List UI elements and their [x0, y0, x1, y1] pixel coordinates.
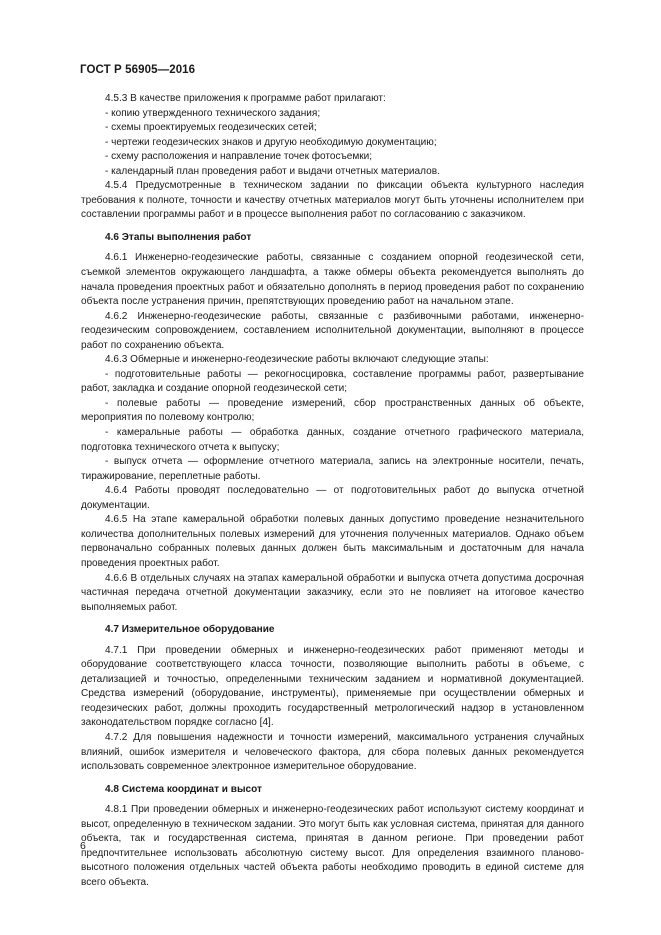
- list-item: - полевые работы — проведение измерений, сбор пространственных данных об объекте, мероприятия по полевому контролю;: [81, 397, 584, 424]
- paragraph-4-5-3-intro: 4.5.3 В качестве приложения к программе работ прилагают:: [105, 93, 386, 104]
- list-item: - схемы проектируемых геодезических сетей;: [105, 122, 317, 134]
- list-item: - выпуск отчета — оформление отчетного материала, запись на электронные носители, печать, тиражирование, переплетные работы.: [81, 456, 584, 482]
- page-number: 6: [80, 840, 86, 852]
- list-item: - календарный план проведения работ и выдачи отчетных материалов.: [105, 165, 440, 177]
- document-number: ГОСТ Р 56905—2016: [80, 64, 196, 76]
- list-item: - чертежи геодезических знаков и другую необходимую документацию;: [105, 136, 437, 148]
- list-item: - камеральные работы — обработка данных, создание отчетного графического материала, подготовка технического отчета к выпуску;: [81, 427, 584, 453]
- paragraph-4-6-3: 4.6.3 Обмерные и инженерно-геодезические работы включают следующие этапы:: [105, 354, 489, 366]
- paragraph-4-7-1: 4.7.1 При проведении обмерных и инженерно-геодезических работ применяют методы и оборудование соответствующего класса точности, позволяющие выполнить работы в объеме, с детализацией и точностью, определенными техническим заданием и нормативной документацией. Средства измерений (оборудование, инструменты), применяемые при осуществлении обмерных и геодезических работ, должны проходить государственный метрологический надзор в установленном законодательством порядке согласно [4].: [81, 644, 584, 729]
- section-heading-4-8: 4.8 Система координат и высот: [105, 783, 262, 795]
- section-heading-4-6: 4.6 Этапы выполнения работ: [105, 231, 252, 243]
- page-body: [81, 92, 584, 890]
- list-item: - схему расположения и направление точек фотосъемки;: [105, 151, 373, 163]
- list-item: - подготовительные работы — рекогносцировка, составление программы работ, развертывание работ, закладка и создание опорной геодезической сети;: [81, 368, 584, 395]
- paragraph-4-6-6: 4.6.6 В отдельных случаях на этапах камеральной обработки и выпуска отчета допустима досрочная частичная передача отчетной документации заказчику, если это не повлияет на итоговое качество выполняемых работ.: [81, 572, 584, 613]
- paragraph-4-6-5: 4.6.5 На этапе камеральной обработки полевых данных допустимо проведение незначительного количества дополнительных полевых измерений для уточнения полученных материалов. Однако объем первоначально собранных полевых данных должен быть максимальным и достаточным для начала проведения проектных работ.: [81, 514, 584, 569]
- paragraph-4-5-4: 4.5.4 Предусмотренные в техническом задании по фиксации объекта культурного наследия требования к полноте, точности и качеству отчетных материалов могут быть уточнены исполнителем при составлении программы работ и в процессе выполнения работ по согласованию с заказчиком.: [81, 180, 584, 221]
- list-item: - копию утвержденного технического задания;: [105, 107, 321, 119]
- section-heading-4-7: 4.7 Измерительное оборудование: [105, 624, 275, 636]
- paragraph-4-6-1: 4.6.1 Инженерно-геодезические работы, связанные с созданием опорной геодезической сети, съемкой элементов окружающего ландшафта, а также обмеры объекта рекомендуется выполнять до начала проведения проектных работ и обязательно дополнять в период проведения работ по сохранению объекта после устранения причин, препятствующих проведению работ на начальном этапе.: [81, 252, 584, 308]
- paragraph-4-6-4: 4.6.4 Работы проводят последовательно — от подготовительных работ до выпуска отчетной документации.: [81, 485, 584, 511]
- paragraph-4-8-1: 4.8.1 При проведении обмерных и инженерно-геодезических работ используют систему координат и высот, определенную в техническом задании. Это могут быть как условная система, принятая для данного объекта, так и государственная система, принятая в данном регионе. При проведении работ предпочтительнее использовать абсолютную систему высот. Для определения взаимного планово-высотного положения отдельных частей объекта работы необходимо проводить в единой системе для всего объекта.: [81, 804, 584, 888]
- paragraph-4-6-2: 4.6.2 Инженерно-геодезические работы, связанные с разбивочными работами, инженерно-геодезическим сопровождением, составлением исполнительной документации, выполняют в процессе работ по сохранению объекта.: [81, 310, 584, 351]
- paragraph-4-7-2: 4.7.2 Для повышения надежности и точности измерений, максимального устранения случайных влияний, ошибок измерителя и человеческого фактора, для сбора полевых данных рекомендуется использовать современное электронное измерительное оборудование.: [81, 731, 584, 773]
